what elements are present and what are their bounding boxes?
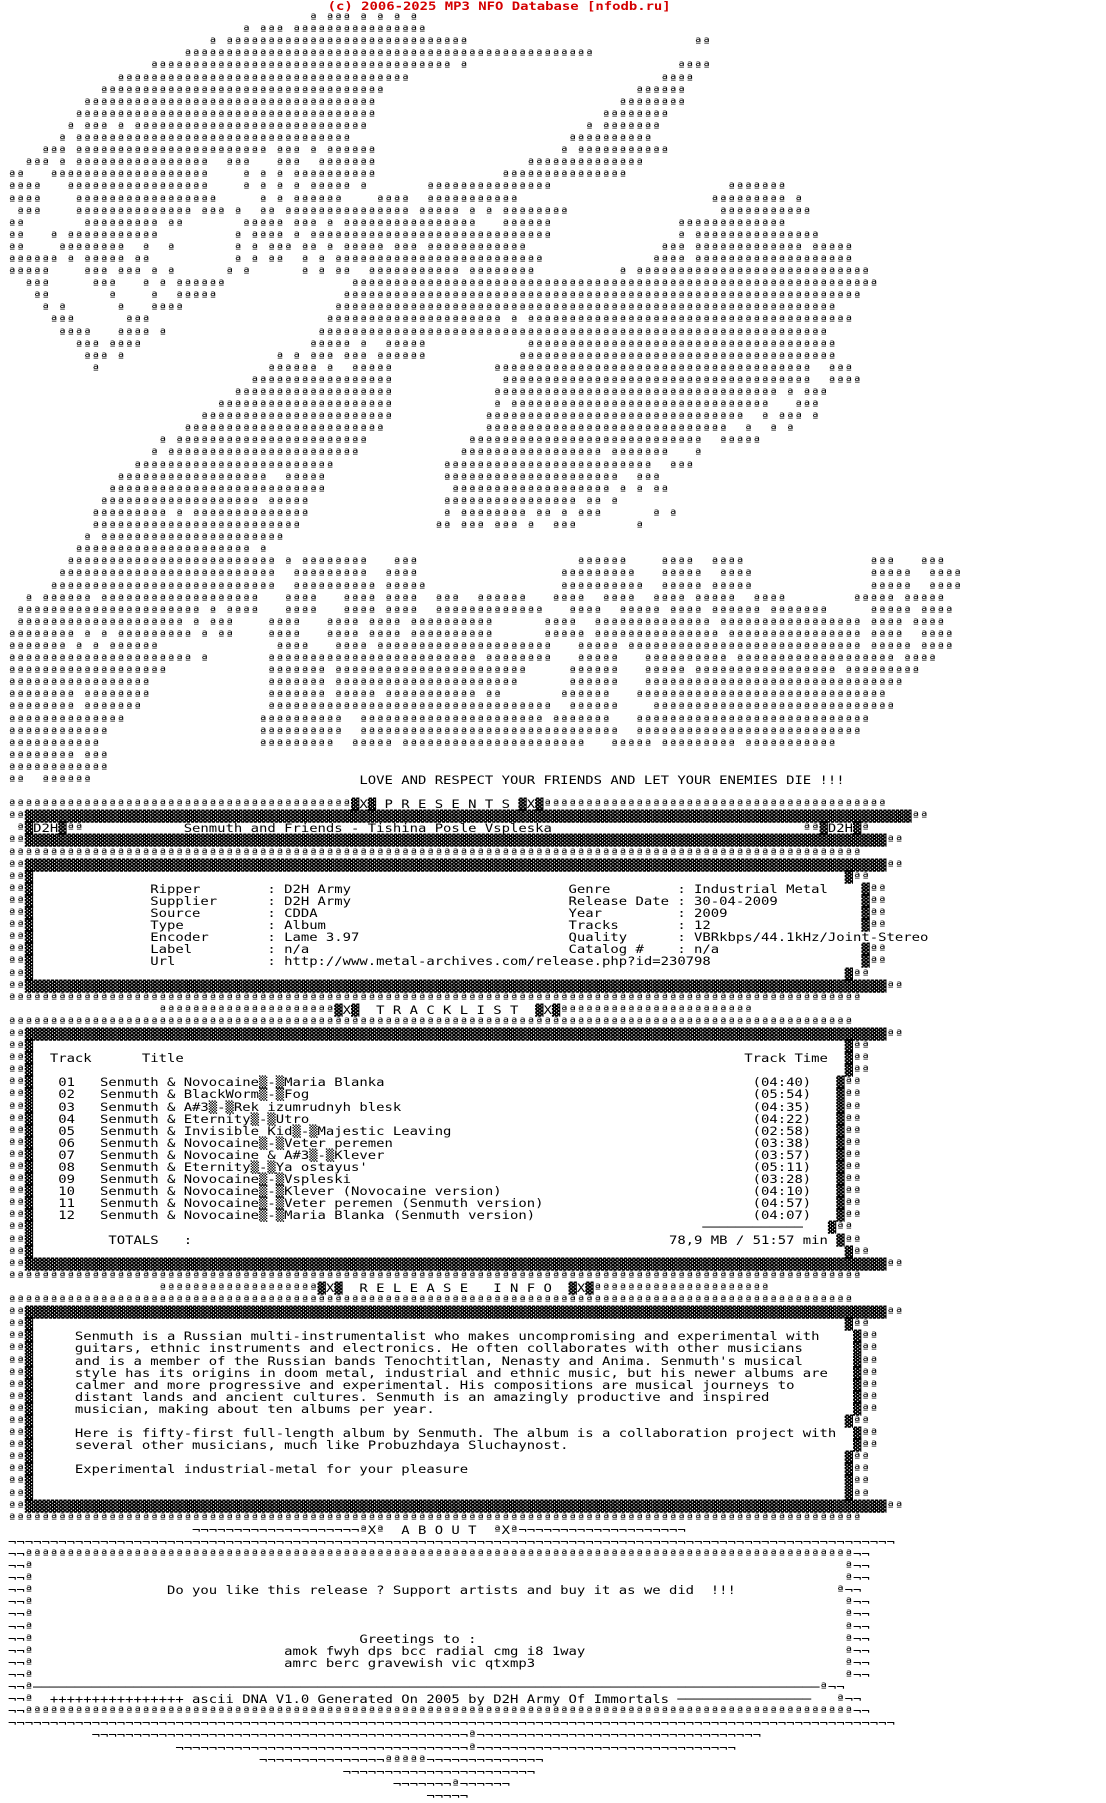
nfo-line: ªªªªªªªªªªªªªªªªªªª▓X▓ R E L E A S E I N F O ▓X▓ªªªªªªªªªªªªªªªªªªªªª (8, 1280, 770, 1295)
nfo-line: ªªªªªªªªªªªªªªªªªªªªªªªªªªªªªªªªªªª ªªªª (8, 71, 695, 86)
nfo-line: ªª▓▓▓▓▓▓▓▓▓▓▓▓▓▓▓▓▓▓▓▓▓▓▓▓▓▓▓▓▓▓▓▓▓▓▓▓▓▓▓▓▓▓▓▓▓▓▓▓▓▓▓▓▓▓▓▓▓▓▓▓▓▓▓▓▓▓▓▓▓▓▓▓▓▓▓▓▓▓▓▓▓▓▓▓▓▓▓▓▓▓▓▓▓▓▓▓▓▓▓▓▓▓▓ªª (8, 1256, 904, 1271)
nfo-line: ªªª ª ªªªªªªªªªªªªªªªª ªªª ªªª ªªªªªªª ªªªªªªªªªªªªªª (8, 156, 644, 171)
nfo-line: ¬¬¬¬¬¬¬¬¬¬¬¬¬¬¬¬¬¬¬¬¬¬¬¬¬¬¬¬¬¬¬¬¬¬¬ª¬¬¬¬¬¬¬¬¬¬¬¬¬¬¬¬¬¬¬¬¬¬¬¬¬¬¬¬¬¬¬ (8, 1740, 736, 1755)
nfo-line: ªª ªªªªªª LOVE AND RESPECT YOUR FRIENDS AND LET YOUR ENEMIES DIE !!! (8, 773, 845, 787)
nfo-line: ªªªªª ªªª ªªª ª ª ª ª ª ª ªª ªªªªªªªªªªª ªªªªªªªª ª ªªªªªªªªªªªªªªªªªªªªªªªªªªªª (8, 265, 870, 280)
nfo-line: ªªªªªªªªªªªªªªªªªªªªªªªªªªªªªªªªªªª ªªªªªªªª (8, 95, 686, 110)
nfo-line: ªªª ªªª ª ª ªªªªªª ªªªªªªªªªªªªªªªªªªªªªªªªªªªªªªªªªªªªªªªªªªªªªªªªªªªªªªªªªªªªªªª (8, 277, 879, 292)
nfo-line: ªªªªªªªªªªªªªªªªªªªªªªªªªªªªªªªªªªªª ªªªªªªªª (8, 107, 669, 122)
nfo-line: ªªªªªªªªªªªªªª ªªªªªªªªªª ªªªªªªªªªªªªªªªªªªªªªª ªªªªªªª ªªªªªªªªªªªªªªªªªªªªªªªªªªªª (8, 712, 870, 727)
nfo-line: ªª▓ ──────────── ▓ªª (8, 1220, 854, 1235)
nfo-line: ¬¬ª ª¬¬ (8, 1619, 870, 1634)
nfo-line: ª ªªªªªª ª ªªªªª ªªªªªªªªªªªªªªªªªªªªªªªªªªªªªªªªªªªªªª ªªª (8, 361, 854, 376)
nfo-line: ªªª ª ª ª ªªª ªªª ªªªªªª ªªªªªªªªªªªªªªªªªªªªªªªªªªªªªªªªªªªªªª (8, 349, 837, 364)
nfo-line: ¬¬¬¬¬ (8, 1788, 469, 1803)
nfo-line: ªª▓ Type : Album Tracks : 12 ▓ªª (8, 918, 887, 933)
nfo-line: ªªªªªªª ª ª ªªªªªª ªªªª ªªªª ªªªªªªªªªªªªªªªªªªªªª ªªªªª ªªªªªªªªªªªªªªªªªªªªªªªªªªªª ªªªªª ªªªª (8, 639, 954, 654)
nfo-line: ªª ªªªªªªªªªªªªªªªªªªª ª ª ª ªªªªªªªªªª ªªªªªªªªªªªªªªª (8, 168, 628, 183)
nfo-line: ªªªªªª ª ªªªªª ªª ª ª ªª ª ª ªªªªªªªªªªªªªªªªªªªªªªªªª ªªªª ªªªªªªªªªªªªªªªªªªª (8, 252, 854, 267)
nfo-line: ªª▓ TOTALS : 78,9 MB / 51:57 min ▓ªª (8, 1232, 862, 1247)
nfo-line: ªªªªªªªªª ª ªªªªªªªªªªªªªª ª ªªªªªªªª ªª ª ªªª ª ª (8, 506, 678, 521)
nfo-line: ªª ª ª ªªªªª ªªªªªªªªªªªªªªªªªªªªªªªªªªªªªªªªªªªªªªªªªªªªªªªªªªªªªªªªªªªªªª (8, 289, 862, 304)
nfo-body (8, 12, 1106, 1802)
nfo-line: ªª▓ Source : CDDA Year : 2009 ▓ªª (8, 906, 887, 921)
nfo-line: ªª ªªªªªªªª ª ª ª ª ªªª ªª ª ªªªªª ªªª ªªªªªªªªªªªª ªªª ªªªªªªªªªªªªª ªªªªª (8, 240, 854, 255)
nfo-line: ªª▓ ▓ªª (8, 1063, 870, 1078)
nfo-line: ªª▓▓▓▓▓▓▓▓▓▓▓▓▓▓▓▓▓▓▓▓▓▓▓▓▓▓▓▓▓▓▓▓▓▓▓▓▓▓▓▓▓▓▓▓▓▓▓▓▓▓▓▓▓▓▓▓▓▓▓▓▓▓▓▓▓▓▓▓▓▓▓▓▓▓▓▓▓▓▓▓▓▓▓▓▓▓▓▓▓▓▓▓▓▓▓▓▓▓▓▓▓▓▓ªª (8, 833, 904, 848)
nfo-line: ªªªªªªªªªªªªªªªªªªªªªªªªªª ªªªªªªªªªªªªªªªªªªª ª ª ªª (8, 482, 669, 497)
nfo-line: ªª▓▓▓▓▓▓▓▓▓▓▓▓▓▓▓▓▓▓▓▓▓▓▓▓▓▓▓▓▓▓▓▓▓▓▓▓▓▓▓▓▓▓▓▓▓▓▓▓▓▓▓▓▓▓▓▓▓▓▓▓▓▓▓▓▓▓▓▓▓▓▓▓▓▓▓▓▓▓▓▓▓▓▓▓▓▓▓▓▓▓▓▓▓▓▓▓▓▓▓▓▓▓▓ªª (8, 1026, 904, 1041)
nfo-line: ªª▓ ▓ªª (8, 966, 870, 981)
nfo-line: ¬¬¬¬¬¬¬ª¬¬¬¬¬¬ (8, 1776, 510, 1791)
nfo-line: ªªªªªªªªªªªªªªªªªªªªª ª ªªªªªªªªªªªªªªªªªªªªªªªªªªªªªªª ªªª (8, 398, 820, 413)
nfo-line: ªªªªªªªªªªªªªªªªª ªªªªªªªªªªªªªªªªªªªªªªªªªªªªªªªªªªªªª ªªªª (8, 373, 862, 388)
copyright-header: (c) 2006-2025 MP3 NFO Database [nfodb.ru] (327, 0, 671, 13)
nfo-line: ªªªªªªªªªªªª ªªªªªªªªªª ªªªªªªªªªªªªªªªªªªªªªªªªªªªªªªª ªªªªªªªªªªªªªªªªªªªªªªªªªªª (8, 724, 862, 739)
nfo-line: ªª▓ and is a member of the Russian bands Tenochtitlan, Nenasty and Anima. Senmuth's musical ▓ªª (8, 1353, 879, 1368)
nfo-line: ªªªªªªªªªªªªªªªªªªªªªªªªªªªªªªªªªªªªªªªªª▓X▓ P R E S E N T S ▓X▓ªªªªªªªªªªªªªªªªªªªªªªªªªªªªªªªªªªªªªªªªª (8, 797, 887, 812)
nfo-line: ª ªªªªªªªªªªªªªªªªªªªªªªª ªªªªªªªªªªªªªªªªªªªªªªªªªªªª ªªªªª (8, 434, 761, 449)
nfo-line: ªª ªªªªªªªªª ªª ªªªªª ªªª ª ªªªªªªªªªªªªªªªª ªªªªªª ªªªªªªªªªªªªª (8, 216, 787, 231)
nfo-line: ªªªªªªªªªªªªªªªªªªªªªªªªªªªªªªªªªªªªªªªªªªªªªªªªªªªªªªªªªªªªªªªªªªªªªªªªªªªªªªªªªªªªªªªªªªªªªªªªªªªªªª (8, 990, 862, 1005)
nfo-line: ¬¬ª amok fwyh dps bcc radial cmg i8 1way ª¬¬ (8, 1643, 870, 1658)
nfo-line: ªªªªªªªªªªªªªªªªªªªªªªªª ªªªªªªªªªªªªªªªªªªªªªªªªª ªªª (8, 458, 695, 473)
nfo-line: ª ªªª ªªªªªªªªªªªªªªªª (8, 23, 427, 38)
nfo-line: ªªªª ªªªªªªªªªªªªªªªªª ª ª ª ª ªªªªª ª ªªªªªªªªªªªªªªª ªªªªªªª (8, 180, 787, 195)
nfo-line: ¬¬ª──────────────────────────────────────────────────────────────────────────────────────────────ª¬¬ (8, 1680, 845, 1695)
nfo-line: ¬¬ª ª¬¬ (8, 1607, 870, 1622)
nfo-line: ªª▓ 08 Senmuth & Eternity▒-▒Ya ostayus' (05:11) ▓ªª (8, 1160, 862, 1174)
nfo-line: ªªªªªªªªªªªªªªªªªªªªªª ª ªªªª ªªªª ªªªª ªªªª ªªªªªªªªªªªªª ªªªª ªªªªª ªªªª ªªªªªª ªªªªªªª ªªªªª ªªªª (8, 603, 954, 618)
nfo-line: ªªªª ªªªª ª ªªªªªªªªªªªªªªªªªªªªªªªªªªªªªªªªªªªªªªªªªªªªªªªªªªªªªªªªªªªªª (8, 325, 828, 340)
nfo-line: ª ªªª ª ª ª ª (8, 11, 418, 26)
nfo-line: ª ªªªªªªªªªªªªªªªªªªªªªª (8, 531, 285, 546)
nfo-line: ªªª ªªª ªªªªªªªªªªªªªªªªªªªªª ª ªªªªªªªªªªªªªªªªªªªªªªªªªªªªªªªªªªªªªªª (8, 313, 854, 328)
nfo-line: ¬¬ª amrc berc gravewish vic qtxmp3 ª¬¬ (8, 1655, 870, 1670)
nfo-line: ªªªªªªªªªªªªªªªªªªªªª▓X▓ T R A C K L I S T ▓X▓ªªªªªªªªªªªªªªªªªªªªªªª (8, 1002, 753, 1017)
nfo-line: ªªªªªªªªªªªªªªªªª ªªªªªªª ªªªªªªªªªªªªªªªªªªªªªª ªªªªªª ªªªªªªªªªªªªªªªªªªªªªªªªªªªªªªª (8, 676, 904, 691)
nfo-line: ªªªªªªªªªªªªªªªªªªªªªªªªª ª ªªªªªªªª ªªª ªªªªªª ªªªª ªªªª ªªª ªªª (8, 555, 946, 570)
nfo-line: ¬¬¬¬¬¬¬¬¬¬¬¬¬¬¬¬¬¬¬¬¬¬¬¬¬¬¬¬¬¬¬¬¬¬¬¬¬¬¬¬¬¬¬¬¬¬¬¬¬¬¬¬¬¬¬¬¬¬¬¬¬¬¬¬¬¬¬¬¬¬¬¬¬¬¬¬¬¬¬¬¬¬¬¬¬¬¬¬¬¬¬¬¬¬¬¬¬¬¬¬¬¬¬¬¬¬ (8, 1534, 895, 1549)
nfo-line: ¬¬¬¬¬¬¬¬¬¬¬¬¬¬¬¬¬¬¬¬¬¬¬¬¬¬¬¬¬¬¬¬¬¬¬¬¬¬¬¬¬¬¬¬¬¬¬¬¬¬¬¬¬¬¬¬¬¬¬¬¬¬¬¬¬¬¬¬¬¬¬¬¬¬¬¬¬¬¬¬¬¬¬¬¬¬¬¬¬¬¬¬¬¬¬¬¬¬¬¬¬¬¬¬¬¬ (8, 1716, 895, 1731)
nfo-line: ªª▓ 11 Senmuth & Novocaine▒-▒Veter peremen (Senmuth version) (04:57) ▓ªª (8, 1196, 862, 1211)
nfo-line: ªª▓ 01 Senmuth & Novocaine▒-▒Maria Blanka (04:40) ▓ªª (8, 1075, 862, 1090)
nfo-line: ªªªªªªªªªªªªªªªªªªªªªª ª ªªªªªªªªªªªªªªªªªªªªªªªªª ªªªªªªªª ªªªªª ªªªªªªªªªª ªªªªªªªªªªªªªªªªªªª ªªªª (8, 652, 937, 667)
nfo-line: ªª▓ ▓ªª (8, 1450, 870, 1465)
nfo-line: ªª▓ ▓ªª (8, 1317, 870, 1332)
nfo-line: ªªªªªªªªªªªªªªªªªªª ªªªªªªª ªªªªªªªªªªªªªªªªªªªªªªª ªªªªªª ªªªªª ªªªªªªªªªªªªªªªªª ªªªªªªªªª (8, 664, 920, 679)
nfo-line: ªª▓ 02 Senmuth & BlackWorm▒-▒Fog (05:54) ▓ªª (8, 1087, 862, 1102)
nfo-line: ª ªªªªªªªªªªªªªªªªªªªªªªªªªªªªª ªª (8, 35, 711, 50)
nfo-line: ªª▓ 05 Senmuth & Invisible Kid▒-▒Majestic Leaving (02:58) ▓ªª (8, 1123, 862, 1138)
nfo-line: ªªªªªªªªªªªªªªªªªªªªªªªª ªªªªªªªªªªªªªªªªªªªªªªªªªªªªª ª ª ª (8, 422, 795, 437)
nfo-line: ªª▓▓▓▓▓▓▓▓▓▓▓▓▓▓▓▓▓▓▓▓▓▓▓▓▓▓▓▓▓▓▓▓▓▓▓▓▓▓▓▓▓▓▓▓▓▓▓▓▓▓▓▓▓▓▓▓▓▓▓▓▓▓▓▓▓▓▓▓▓▓▓▓▓▓▓▓▓▓▓▓▓▓▓▓▓▓▓▓▓▓▓▓▓▓▓▓▓▓▓▓▓▓▓▓▓▓ªª (8, 809, 929, 824)
nfo-line: ¬¬¬¬¬¬¬¬¬¬¬¬¬¬¬¬¬¬¬¬¬¬¬ (8, 1764, 536, 1779)
nfo-line: ªª▓▓▓▓▓▓▓▓▓▓▓▓▓▓▓▓▓▓▓▓▓▓▓▓▓▓▓▓▓▓▓▓▓▓▓▓▓▓▓▓▓▓▓▓▓▓▓▓▓▓▓▓▓▓▓▓▓▓▓▓▓▓▓▓▓▓▓▓▓▓▓▓▓▓▓▓▓▓▓▓▓▓▓▓▓▓▓▓▓▓▓▓▓▓▓▓▓▓▓▓▓▓▓ªª (8, 857, 904, 872)
nfo-line: ª ª ª ªªªª ªªªªªªªªªªªªªªªªªªªªªªªªªªªªªªªªªªªªªªªªªªªªªªªªªªªªªªªªªªªª (8, 301, 837, 316)
nfo-line: ªª▓ Label : n/a Catalog # : n/a ▓ªª (8, 942, 887, 957)
nfo-line: ªªªªªªªªªªªªªªªªªªª ªªªªªªªªªªªªªªªªªªªªªªªªªªªªªªªªªª ª ªªª (8, 386, 828, 400)
nfo-line: ªª▓ musician, making about ten albums per year. ▓ªª (8, 1401, 879, 1416)
nfo-line: ªªªªªªªª ª ª ªªªªªªªªª ª ªª ªªªª ªªªª ªªªª ªªªªªªªªªª ªªªªª ªªªªªªªªªªªªªªª ªªªªªªªªªªªªªªªª ªªªª ªªªª (8, 627, 954, 642)
nfo-line: ªª▓ calmer and more progressive and experimental. His compositions are musical journeys to ▓ªª (8, 1377, 879, 1392)
nfo-line: ª ªªªªªª ªªªªªªªªªªªªªªªªªªª ªªªª ªªªª ªªªª ªªª ªªªªªª ªªªª ªªªª ªªªª ªªªªª ªªªª ªªªªª ªªªªª (8, 591, 946, 606)
nfo-line: ªªªªªªªªªªªªªªªªªªªªªªªªªªª ªªªªªªªªªª ªªªªª ªªªªªªªªªª ªªªªª ªªªªª ªªªªª ªªªª (8, 579, 962, 594)
nfo-line: ªª▓ style has its origins in doom metal, industrial and ethnic music, but his newer albums are ▓ªª (8, 1365, 879, 1380)
nfo-line: ªªªªªªªªªªªªªªªªªª ªªªªª ªªªªªªªªªªªªªªªªªªªªª ªªª (8, 470, 661, 485)
nfo-line: ªª ª ªªªªªªªªªªª ª ªªªª ª ªªªªªªªªªªªªªªªªªªªªªªªªªªªªª ª ªªªªªªªªªªªªªªª (8, 228, 820, 243)
nfo-line: ªªªªªªªªªªªªªªªªªªªªªªªªªªªªªªªªªª ªªªªªª (8, 83, 686, 98)
nfo-line: ªª▓ 04 Senmuth & Eternity▒-▒Utro (04:22) ▓ªª (8, 1111, 862, 1126)
nfo-line: ªªª ªªªªªªªªªªªªªªªªªªªªªªª ªªª ª ªªªªªª ª ªªªªªªªªªªª (8, 144, 669, 159)
nfo-line: ¬¬ª ª¬¬ (8, 1559, 870, 1574)
nfo-line: ªª▓ Here is fifty-first full-length album by Senmuth. The album is a collaboration project with ▓ªª (8, 1426, 879, 1441)
nfo-line: ¬¬ªªªªªªªªªªªªªªªªªªªªªªªªªªªªªªªªªªªªªªªªªªªªªªªªªªªªªªªªªªªªªªªªªªªªªªªªªªªªªªªªªªªªªªªªªªªªªªªªªªª¬¬ (8, 1547, 870, 1561)
nfo-line: ªªªªªªªªªªªªªªªªªªªªªªªªªªªªªªªªªªªªªªªªªªªªªªªªªªªªªªªªªªªªªªªªªªªªªªªªªªªªªªªªªªªªªªªªªªªªªªªªªªªªª (8, 1014, 854, 1029)
nfo-line: ¬¬ª Do you like this release ? Support artists and buy it as we did !!! ª¬¬ (8, 1583, 862, 1598)
nfo-line: ªªªªªªªªªªª ªªªªªªªªª ªªªªª ªªªªªªªªªªªªªªªªªªªªªª ªªªªª ªªªªªªªªª ªªªªªªªªªªª (8, 736, 837, 751)
nfo-line: ªª▓ Url : http://www.metal-archives.com/release.php?id=230798 ▓ªª (8, 954, 887, 969)
nfo-line: ªªªªªªªª ªªªªªªªª ªªªªªªª ªªªªª ªªªªªªªªªªª ªª ªªªªªª ªªªªªªªªªªªªªªªªªªªªªªªªªªªªªª (8, 688, 887, 703)
nfo-line: ªªªªªªªªªªªªªªªªªªªªªªªªª ªª ªªª ªªª ª ªªª ª (8, 519, 644, 534)
nfo-line: ªª▓ 10 Senmuth & Novocaine▒-▒Klever (Novocaine version) (04:10) ▓ªª (8, 1184, 862, 1199)
nfo-line: ªª▓ 12 Senmuth & Novocaine▒-▒Maria Blanka (Senmuth version) (04:07) ▓ªª (8, 1208, 862, 1223)
nfo-line: ªªªªªªªªªªªªªªªªªªªªªªªªªªªªªªªªªªªª ª ªªªª (8, 59, 711, 74)
nfo-line: ªªª ªªªª ªªªªª ª ªªªªª ªªªªªªªªªªªªªªªªªªªªªªªªªªªªªªªªªªªªª (8, 337, 837, 352)
nfo-line: ª▓D2H▓ªª Senmuth and Friends - Tishina Posle Vspleska ªª▓D2H▓ª (8, 821, 870, 836)
nfo-line: ¬¬ª ª¬¬ (8, 1571, 870, 1586)
nfo-line: ¬¬¬¬¬¬¬¬¬¬¬¬¬¬¬¬¬¬¬¬ªXª A B O U T ªXª¬¬¬¬¬¬¬¬¬¬¬¬¬¬¬¬¬¬¬¬ (8, 1522, 686, 1537)
nfo-line: ªª▓ ▓ªª (8, 869, 870, 884)
nfo-line: ªªªª ªªªªªªªªªªªªªªªªª ª ª ªªªªªª ªªªª ªªªªªªªªªªª ªªªªªªªªª ª (8, 192, 803, 207)
nfo-line: ªªªªªªªªªªªªªªªªªªªªªªªªªª ªªªªªªªªª ªªªª ªªªªªªªªª ªªªªª ªªªª ªªªªª ªªªª (8, 567, 962, 582)
nfo-line: ªªªªªªªªªªªªªªªªªªªªªªªªªªªªªªªªªªªªªªªªªªªªªªªªªªªªªªªªªªªªªªªªªªªªªªªªªªªªªªªªªªªªªªªªªªªªªªªªªªªªªª (8, 1268, 862, 1283)
nfo-line: ªª▓▓▓▓▓▓▓▓▓▓▓▓▓▓▓▓▓▓▓▓▓▓▓▓▓▓▓▓▓▓▓▓▓▓▓▓▓▓▓▓▓▓▓▓▓▓▓▓▓▓▓▓▓▓▓▓▓▓▓▓▓▓▓▓▓▓▓▓▓▓▓▓▓▓▓▓▓▓▓▓▓▓▓▓▓▓▓▓▓▓▓▓▓▓▓▓▓▓▓▓▓▓▓ªª (8, 978, 904, 993)
nfo-line: ªªªªªªªªªªªªªªªªªªªªªªªªªªªªªªªªªªªªªªªªªªªªªªªªªªªªªªªªªªªªªªªªªªªªªªªªªªªªªªªªªªªªªªªªªªªªªªªªªªªªªª (8, 1510, 862, 1525)
nfo-line: ªª▓▓▓▓▓▓▓▓▓▓▓▓▓▓▓▓▓▓▓▓▓▓▓▓▓▓▓▓▓▓▓▓▓▓▓▓▓▓▓▓▓▓▓▓▓▓▓▓▓▓▓▓▓▓▓▓▓▓▓▓▓▓▓▓▓▓▓▓▓▓▓▓▓▓▓▓▓▓▓▓▓▓▓▓▓▓▓▓▓▓▓▓▓▓▓▓▓▓▓▓▓▓▓ªª (8, 1305, 904, 1320)
nfo-line: ªª▓ several other musicians, much like Probuzhdaya Sluchaynost. ▓ªª (8, 1438, 879, 1453)
nfo-line: ¬¬ª ª¬¬ (8, 1595, 870, 1610)
nfo-line: ªªªªªªªªªªªªªªªªªªªªªªª ªªªªªªªªªªªªªªªªªªªªªªªªªªªªªªª ª ªªª ª (8, 410, 820, 425)
nfo-line: ªª▓ Ripper : D2H Army Genre : Industrial Metal ▓ªª (8, 881, 887, 896)
nfo-line: ªª▓ ▓ªª (8, 1474, 870, 1489)
nfo-line: ª ªªª ª ªªªªªªªªªªªªªªªªªªªªªªªªªªªª ª ªªªªªªª (8, 119, 661, 134)
nfo-line: ªª▓ 06 Senmuth & Novocaine▒-▒Veter peremen (03:38) ▓ªª (8, 1135, 862, 1150)
nfo-line: ªª▓ ▓ªª (8, 1244, 870, 1259)
nfo-line: ªª▓ ▓ªª (8, 1413, 870, 1428)
nfo-line: ªªªªªªªªªªªª (8, 760, 109, 775)
nfo-line: ¬¬ª ª¬¬ (8, 1667, 870, 1682)
nfo-line: ª ªªªªªªªªªªªªªªªªªªªªªªª ªªªªªªªªªªªªªªªªª ªªªªªªª ª (8, 446, 703, 461)
nfo-line: ªª▓ ▓ªª (8, 1039, 870, 1054)
nfo-line: ªª▓ ▓ªª (8, 1486, 870, 1501)
nfo-line: ªªªªªªªªªªªªªªªªªªªªªªªªªªªªªªªªªªªªªªªªªªªªªªªªªªªªªªªªªªªªªªªªªªªªªªªªªªªªªªªªªªªªªªªªªªªªªªªªªªªªª (8, 1293, 854, 1308)
nfo-line: ¬¬ª ++++++++++++++++ ascii DNA V1.0 Generated On 2005 by D2H Army Of Immortals ──────────────── ª¬¬ (8, 1692, 862, 1707)
nfo-line: ªªªªªªªªªªªªªªªªªªª ªªªªª ªªªªªªªªªªªªªªªª ªª ª (8, 494, 619, 509)
nfo-line: ªª▓ Supplier : D2H Army Release Date : 30-04-2009 ▓ªª (8, 893, 887, 908)
nfo-line: ªªªªªªªªªªªªªªªªªªªªª ª (8, 543, 268, 558)
nfo-line: ªª▓ guitars, ethnic instruments and electronics. He often collaborates with other musicians ▓ªª (8, 1341, 879, 1356)
nfo-line: ªªªªªªªªªªªªªªªªªªªªªªªªªªªªªªªªªªªªªªªªªªªªªªªªªªªªªªªªªªªªªªªªªªªªªªªªªªªªªªªªªªªªªªªªªªªªªªªªªªªªªª (8, 845, 862, 860)
nfo-line: ªª▓ distant lands and ancient cultures. Senmuth is an amazingly productive and inspired ▓ªª (8, 1389, 879, 1404)
nfo-line: ¬¬¬¬¬¬¬¬¬¬¬¬¬¬¬ªªªªª¬¬¬¬¬¬¬¬¬¬¬¬¬¬ (8, 1752, 544, 1767)
nfo-line: ªª▓ 09 Senmuth & Novocaine▒-▒Vspleski (03:28) ▓ªª (8, 1172, 862, 1187)
nfo-line: ªªªªªªªªªªªªªªªªªªªª ª ªªª ªªªª ªªªª ªªªª ªªªªªªªªªª ªªªª ªªªªªªªªªªªªªª ªªªªªªªªªªªªªªªªª ªªªª ªªªª (8, 615, 946, 630)
nfo-line: ªª▓ Senmuth is a Russian multi-instrumentalist who makes uncompromising and experimental with ▓ªª (8, 1329, 879, 1344)
nfo-line: ¬¬ª Greetings to : ª¬¬ (8, 1631, 870, 1646)
nfo-line: ªª▓ Experimental industrial-metal for your pleasure ▓ªª (8, 1462, 870, 1477)
nfo-line: ªª▓ Encoder : Lame 3.97 Quality : VBRkbps/44.1kHz/Joint-Stereo (8, 930, 929, 945)
nfo-line: ªª▓ Track Title Track Time ▓ªª (8, 1051, 870, 1066)
nfo-line: ¬¬ªªªªªªªªªªªªªªªªªªªªªªªªªªªªªªªªªªªªªªªªªªªªªªªªªªªªªªªªªªªªªªªªªªªªªªªªªªªªªªªªªªªªªªªªªªªªªªªªªªª¬¬ (8, 1704, 870, 1719)
nfo-line: ªª▓ 03 Senmuth & A#3▒-▒Rek izumrudnyh blesk (04:35) ▓ªª (8, 1099, 862, 1114)
nfo-line: ªªªªªªªª ªªªªªªª ªªªªªªªªªªªªªªªªªªªªªªªªªªªªªªªªªª ªªªªªª ªªªªªªªªªªªªªªªªªªªªªªªªªªªªª (8, 700, 895, 715)
nfo-line: ªªªªªªªªªªªªªªªªªªªªªªªªªªªªªªªªªªªªªªªªªªªªªªªªª (8, 47, 594, 62)
nfo-document (8, 0, 1106, 1803)
nfo-line: ª ªªªªªªªªªªªªªªªªªªªªªªªªªªªªªªªªª ªªªªªªªªªª (8, 132, 653, 147)
nfo-line: ªª▓ 07 Senmuth & Novocaine & A#3▒-▒Klever (03:57) ▓ªª (8, 1147, 862, 1162)
nfo-line: ªªª ªªªªªªªªªªªªªª ªªª ª ªª ªªªªªªªªªªªªªªª ªªªªª ª ª ªªªªªªªª ªªªªªªªªªªª (8, 204, 812, 219)
nfo-line: ªª▓▓▓▓▓▓▓▓▓▓▓▓▓▓▓▓▓▓▓▓▓▓▓▓▓▓▓▓▓▓▓▓▓▓▓▓▓▓▓▓▓▓▓▓▓▓▓▓▓▓▓▓▓▓▓▓▓▓▓▓▓▓▓▓▓▓▓▓▓▓▓▓▓▓▓▓▓▓▓▓▓▓▓▓▓▓▓▓▓▓▓▓▓▓▓▓▓▓▓▓▓▓▓ªª (8, 1498, 904, 1513)
nfo-line: ¬¬¬¬¬¬¬¬¬¬¬¬¬¬¬¬¬¬¬¬¬¬¬¬¬¬¬¬¬¬¬¬¬¬¬¬¬¬¬¬¬¬¬¬¬ª¬¬¬¬¬¬¬¬¬¬¬¬¬¬¬¬¬¬¬¬¬¬¬¬¬¬¬¬¬¬¬¬¬¬ (8, 1728, 761, 1743)
nfo-line: ªªªªªªªª ªªª (8, 748, 109, 763)
